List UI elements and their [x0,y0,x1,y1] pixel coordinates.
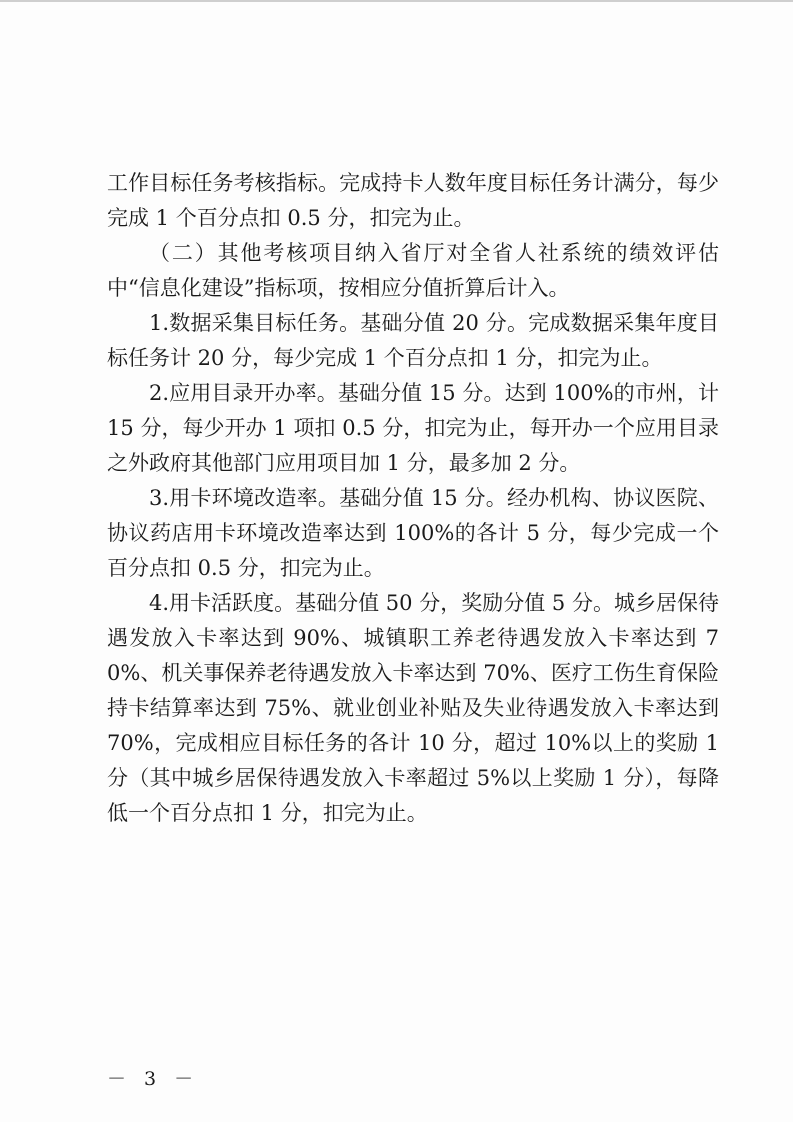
page-number: － 3 － [107,1068,200,1090]
paragraph-continuation: 工作目标任务考核指标。完成持卡人数年度目标任务计满分，每少完成 1 个百分点扣 0.5 分，扣完为止。 [107,171,719,230]
document-body [107,166,719,831]
paragraph-item-2: 2.应用目录开办率。基础分值 15 分。达到 100%的市州，计 15 分，每少开办 1 项扣 0.5 分，扣完为止，每开办一个应用目录之外政府其他部门应用项目加 1 分，最多加 2 分。 [107,381,719,475]
page-top-edge [0,0,793,2]
paragraph-section-two: （二）其他考核项目纳入省厅对全省人社系统的绩效评估中“信息化建设”指标项，按相应分值折算后计入。 [107,241,719,300]
paragraph-item-3: 3.用卡环境改造率。基础分值 15 分。经办机构、协议医院、协议药店用卡环境改造率达到 100%的各计 5 分，每少完成一个百分点扣 0.5 分，扣完为止。 [107,486,719,580]
paragraph-item-4: 4.用卡活跃度。基础分值 50 分，奖励分值 5 分。城乡居保待遇发放入卡率达到 90%、城镇职工养老待遇发放入卡率达到 70%、机关事保养老待遇发放入卡率达到 70%、医疗工伤生育保险持卡结算率达到 75%、就业创业补贴及失业待遇发放入卡率达到 70%，完成相应目标任务的各计 10 分，超过 10%以上的奖励 1 分（其中城乡居保待遇发放入卡率超过 5%以上奖励 1 分），每降低一个百分点扣 1 分，扣完为止。 [107,591,719,825]
paragraph-item-1: 1.数据采集目标任务。基础分值 20 分。完成数据采集年度目标任务计 20 分，每少完成 1 个百分点扣 1 分，扣完为止。 [107,311,719,370]
